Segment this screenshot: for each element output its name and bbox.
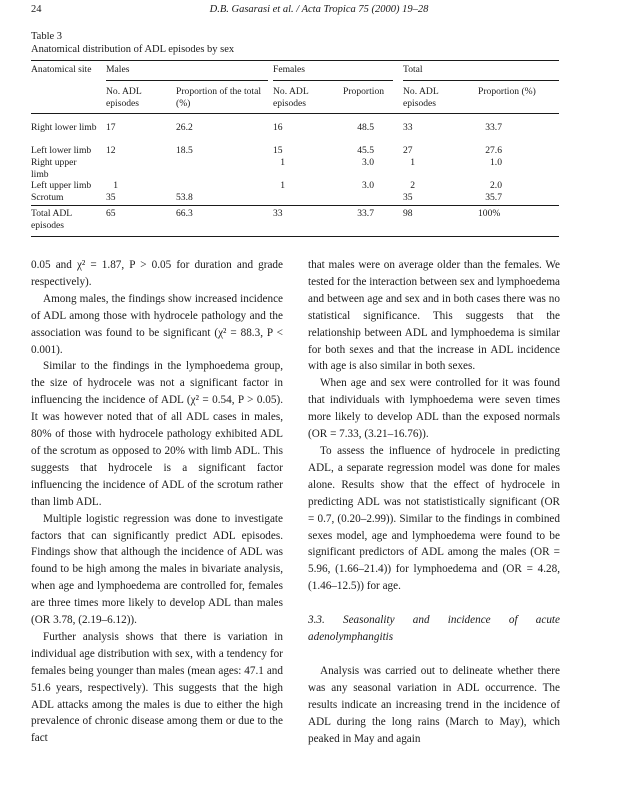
row-f-prop: 48.5 (357, 122, 374, 133)
row-t-no: 33 (403, 122, 413, 133)
page-number: 24 (31, 4, 42, 15)
paragraph: When age and sex were controlled for it was found that individuals with lymphoedema were seven times more likely to develop ADL than the exposed normals (OR = 7.33, (3.21–16.76)). (308, 377, 560, 441)
sub-total-no: No. ADL episodes (403, 86, 439, 109)
left-column (31, 257, 283, 747)
row-m-no: 1 (113, 180, 118, 191)
row-t-prop: 33.7 (485, 122, 502, 133)
row-t-no: 2 (410, 180, 415, 191)
paragraph: that males were on average older than the females. We tested for the interaction between sex and lymphoedema and between age and sex and in both cases there was no statistical significance. This suggests that the relationship between ADL and lymphoedema is similar for both sexes and that the increase in ADL incidence with age is also similar in both sexes. (308, 259, 560, 373)
paragraph: 0.05 and χ² = 1.87, P > 0.05 for duration and grade respectively). (31, 259, 283, 288)
row-t-no: 1 (410, 157, 415, 168)
row-m-no: 12 (106, 145, 116, 156)
row-site: Total ADL episodes (31, 208, 72, 231)
total-sub-rule (403, 80, 559, 81)
row-f-no: 1 (280, 180, 285, 191)
table-caption: Anatomical distribution of ADL episodes by sex (31, 44, 235, 55)
header-males: Males (106, 64, 130, 75)
row-site: Left lower limb (31, 145, 92, 156)
males-sub-rule (106, 80, 268, 81)
running-head: D.B. Gasarasi et al. / Acta Tropica 75 (2000) 19–28 (209, 4, 429, 15)
females-sub-rule (273, 80, 393, 81)
row-m-prop: 26.2 (176, 122, 193, 133)
row-f-prop: 45.5 (357, 145, 374, 156)
paragraph: Similar to the findings in the lymphoedema group, the size of hydrocele was not a significant factor in influencing the incidence of ADL (χ² = 0.54, P > 0.05). It was however noted that of all ADL cases in males, 80% of those with hydrocele pathology exhibited ADL of the scrotum as opposed to 20% with limb ADL. This suggests that hydrocele is a significant factor influencing the incidence of ADL of the scrotum rather than limb ADL. (31, 360, 283, 508)
row-site: Right lower limb (31, 122, 97, 133)
header-site: Anatomical site (31, 64, 92, 75)
table-bottom-rule (31, 236, 559, 237)
row-m-no: 35 (106, 192, 116, 203)
row-t-prop: 100% (478, 208, 501, 219)
row-t-no: 98 (403, 208, 413, 219)
table-label: Table 3 (31, 31, 63, 42)
sub-females-no: No. ADL episodes (273, 86, 309, 109)
row-m-prop: 18.5 (176, 145, 193, 156)
row-site: Left upper limb (31, 180, 92, 191)
row-f-prop: 3.0 (362, 157, 374, 168)
row-m-prop: 53.8 (176, 192, 193, 203)
row-f-prop: 3.0 (362, 180, 374, 191)
row-f-no: 15 (273, 145, 283, 156)
row-t-prop: 1.0 (490, 157, 502, 168)
row-m-no: 17 (106, 122, 116, 133)
paragraph: Analysis was carried out to delineate whether there was any seasonal variation in ADL occurrence. The results indicate an increasing trend in the incidence of ADL during the long rains (March to May), which peaked in May and again (308, 664, 560, 745)
row-f-no: 1 (280, 157, 285, 168)
row-f-prop: 33.7 (357, 208, 374, 219)
row-t-no: 27 (403, 145, 413, 156)
row-t-no: 35 (403, 192, 413, 203)
section-heading: 3.3. Seasonality and incidence of acute adenolymphangitis (308, 614, 560, 644)
sub-females-prop: Proportion (343, 86, 385, 97)
sub-males-prop: Proportion of the total (%) (176, 86, 261, 109)
table-title (31, 30, 234, 56)
header-females: Females (273, 64, 305, 75)
row-t-prop: 35.7 (485, 192, 502, 203)
table-total-rule (31, 205, 559, 206)
row-t-prop: 2.0 (490, 180, 502, 191)
table-header-rule (31, 113, 559, 114)
row-m-no: 65 (106, 208, 116, 219)
row-f-no: 16 (273, 122, 283, 133)
row-m-prop: 66.3 (176, 208, 193, 219)
sub-total-prop: Proportion (%) (478, 86, 536, 97)
right-column (308, 257, 560, 747)
row-site: Scrotum (31, 192, 64, 203)
paragraph: Among males, the findings show increased incidence of ADL among those with hydrocele pathology and the association was found to be significant (χ² = 88.3, P < 0.001). (31, 292, 283, 356)
paragraph: Multiple logistic regression was done to investigate factors that can significantly predict ADL episodes. Findings show that although the incidence of ADL was found to be high among the males in bivariate analysis, when age and lymphoedema are controlled for, females are three times more likely to develop ADL than males (OR 3.78, (2.19–6.12)). (31, 512, 283, 627)
row-f-no: 33 (273, 208, 283, 219)
table-top-rule (31, 60, 559, 61)
header-total: Total (403, 64, 423, 75)
paragraph: Further analysis shows that there is variation in individual age distribution with sex, with a tendency for females being younger than males (mean ages: 47.1 and 51.6 years, respectively). This suggests that the high ADL attacks among the males is due to either the high prevalence of chronic disease among them or due to the fact (31, 630, 283, 745)
sub-males-no: No. ADL episodes (106, 86, 142, 109)
paragraph: To assess the influence of hydrocele in predicting ADL, a separate regression model was done for males alone. Results show that the effect of hydrocele in predicting ADL was not statististically significant (OR = 0.7, (0.20–2.99)). Similar to the findings in combined sexes model, age and lymphoedema were found to be significant predictors of ADL among the males (OR = 5.96, (1.66–21.4)) for lymphoedema and (OR = 4.28, (1.46–12.5)) for age. (308, 444, 560, 593)
row-site: Right upper limb (31, 157, 77, 180)
row-t-prop: 27.6 (485, 145, 502, 156)
